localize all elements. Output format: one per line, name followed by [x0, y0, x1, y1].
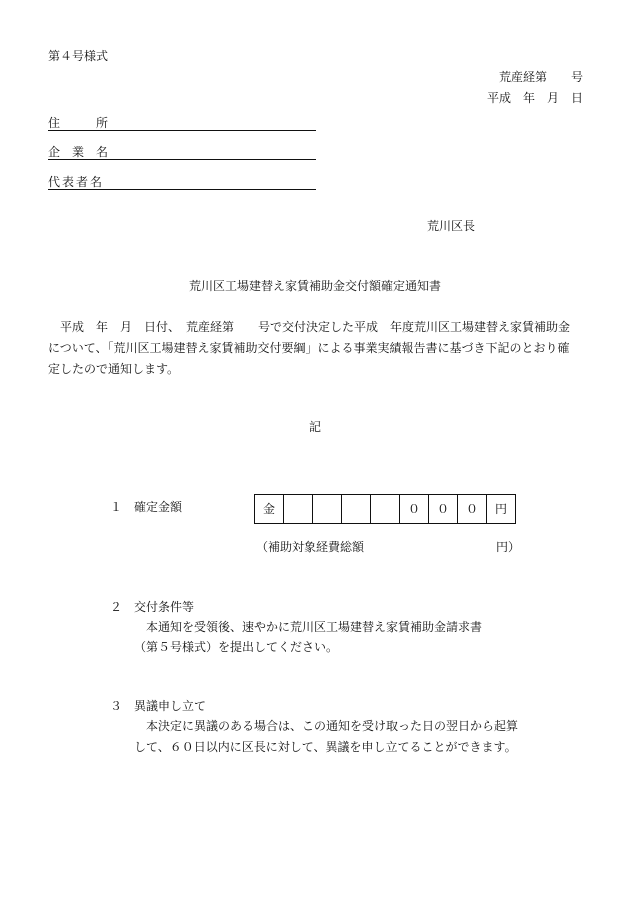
section3-number: ３ — [110, 699, 123, 713]
company-name-label: 企 業 名 — [48, 145, 109, 159]
document-date: 平成 年 月 日 — [486, 91, 583, 105]
issuer: 荒川区長 — [427, 219, 476, 233]
amount-cell-yen-prefix: 金 — [255, 495, 284, 524]
amount-table — [254, 494, 516, 524]
section1-number: １ — [110, 500, 123, 514]
body-line-1: 平成 年 月 日付、 荒産経第 号で交付決定した平成 年度荒川区工場建替え家賃補助金 — [48, 320, 571, 334]
section2-label: 交付条件等 — [134, 600, 195, 614]
amount-cell[interactable] — [371, 495, 400, 524]
body-line-3: 定したので通知します。 — [48, 362, 180, 376]
amount-cell-yen-suffix: 円 — [487, 495, 516, 524]
amount-cell: ０ — [429, 495, 458, 524]
section2-line-2: （第５号様式）を提出してください。 — [134, 640, 339, 654]
amount-cell[interactable] — [284, 495, 313, 524]
section2-number: ２ — [110, 600, 123, 614]
amount-cell[interactable] — [313, 495, 342, 524]
section2-line-1: 本通知を受領後、速やかに荒川区工場建替え家賃補助金請求書 — [146, 620, 483, 634]
address-label: 住 所 — [48, 116, 109, 130]
representative-name-label: 代表者名 — [48, 175, 105, 189]
amount-cell: ０ — [400, 495, 429, 524]
section3-label: 異議申し立て — [134, 699, 207, 713]
amount-cell: ０ — [458, 495, 487, 524]
company-name-line — [48, 159, 316, 160]
address-line — [48, 130, 316, 131]
document-title: 荒川区工場建替え家賃補助金交付額確定通知書 — [188, 279, 441, 293]
amount-cell[interactable] — [342, 495, 371, 524]
section3-line-1: 本決定に異議のある場合は、この通知を受け取った日の翌日から起算 — [146, 719, 519, 733]
ki-heading: 記 — [309, 420, 322, 434]
section3-line-2: して、６０日以内に区長に対して、異議を申し立てることができます。 — [134, 740, 517, 754]
document-number: 荒産経第 号 — [498, 70, 583, 84]
body-line-2: について、「荒川区工場建替え家賃補助交付要綱」による事業実績報告書に基づき下記のとおり確 — [48, 341, 570, 355]
form-number: 第４号様式 — [48, 49, 109, 63]
total-subsidized-cost-note: （補助対象経費総額 円） — [256, 540, 521, 554]
section1-label: 確定金額 — [134, 500, 183, 514]
representative-name-line — [48, 189, 316, 190]
